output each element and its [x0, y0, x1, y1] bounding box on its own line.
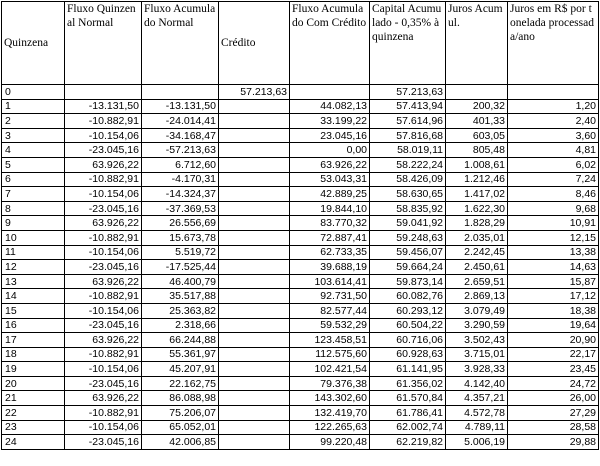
cell-credito: [219, 245, 290, 260]
cell-capital-acumulado: 58.222,24: [370, 157, 446, 172]
cell-juros-acumulados: 2.035,01: [446, 230, 508, 245]
cell-credito: [219, 216, 290, 231]
cell-juros-acumulados: 2.659,51: [446, 274, 508, 289]
cell-credito: [219, 406, 290, 421]
cell-fluxo-com-credito: 33.199,22: [290, 114, 370, 129]
cell-juros-tonelada: 20,90: [508, 333, 599, 348]
cell-capital-acumulado: 59.041,92: [370, 216, 446, 231]
cell-fluxo-quinzenal: 63.926,22: [65, 216, 142, 231]
cell-fluxo-quinzenal: 63.926,22: [65, 333, 142, 348]
cell-fluxo-com-credito: 122.265,63: [290, 420, 370, 435]
cell-credito: [219, 201, 290, 216]
table-row: [2, 85, 599, 100]
cell-capital-acumulado: 62.002,74: [370, 420, 446, 435]
cell-juros-acumulados: 1.008,61: [446, 157, 508, 172]
table-row: [2, 201, 599, 216]
header-fluxo-acumulado-com-credito: Fluxo Acumulado Com Crédito: [290, 2, 370, 85]
cell-quinzena: 17: [2, 333, 65, 348]
cell-fluxo-acumulado: -57.213,63: [142, 143, 219, 158]
cell-credito: [219, 157, 290, 172]
cell-juros-acumulados: 3.290,59: [446, 318, 508, 333]
cell-fluxo-com-credito: 23.045,16: [290, 128, 370, 143]
cell-fluxo-acumulado: 42.006,85: [142, 435, 219, 450]
cell-fluxo-acumulado: 6.712,60: [142, 157, 219, 172]
table-row: [2, 333, 599, 348]
cell-fluxo-quinzenal: -23.045,16: [65, 143, 142, 158]
cell-fluxo-com-credito: 44.082,13: [290, 99, 370, 114]
cell-fluxo-quinzenal: -10.154,06: [65, 303, 142, 318]
cell-fluxo-com-credito: 132.419,70: [290, 406, 370, 421]
cell-juros-tonelada: 26,00: [508, 391, 599, 406]
table-body: [2, 85, 599, 450]
cell-juros-acumulados: 2.242,45: [446, 245, 508, 260]
cell-fluxo-quinzenal: -23.045,16: [65, 318, 142, 333]
cell-quinzena: 12: [2, 260, 65, 275]
header-capital-acumulado: Capital Acumulado - 0,35% à quinzena: [370, 2, 446, 85]
cell-credito: [219, 435, 290, 450]
cell-juros-tonelada: 22,17: [508, 347, 599, 362]
cell-capital-acumulado: 60.716,06: [370, 333, 446, 348]
cell-fluxo-com-credito: 0,00: [290, 143, 370, 158]
cell-fluxo-com-credito: [290, 85, 370, 100]
cell-capital-acumulado: 57.213,63: [370, 85, 446, 100]
cell-fluxo-quinzenal: -10.882,91: [65, 172, 142, 187]
cell-quinzena: 0: [2, 85, 65, 100]
cell-fluxo-acumulado: -34.168,47: [142, 128, 219, 143]
cell-fluxo-com-credito: 63.926,22: [290, 157, 370, 172]
cell-fluxo-com-credito: 39.688,19: [290, 260, 370, 275]
cell-fluxo-quinzenal: [65, 85, 142, 100]
table-row: [2, 230, 599, 245]
cell-capital-acumulado: 59.664,24: [370, 260, 446, 275]
cell-fluxo-quinzenal: -10.154,06: [65, 362, 142, 377]
cell-fluxo-acumulado: -4.170,31: [142, 172, 219, 187]
cell-credito: [219, 318, 290, 333]
cell-quinzena: 16: [2, 318, 65, 333]
cell-fluxo-com-credito: 62.733,35: [290, 245, 370, 260]
table-row: [2, 318, 599, 333]
cell-juros-acumulados: 401,33: [446, 114, 508, 129]
cell-credito: 57.213,63: [219, 85, 290, 100]
cell-fluxo-acumulado: 66.244,88: [142, 333, 219, 348]
cell-fluxo-com-credito: 99.220,48: [290, 435, 370, 450]
cell-fluxo-quinzenal: 63.926,22: [65, 274, 142, 289]
cell-juros-acumulados: 1.212,46: [446, 172, 508, 187]
cell-fluxo-acumulado: -24.014,41: [142, 114, 219, 129]
table-row: [2, 143, 599, 158]
cell-fluxo-com-credito: 53.043,31: [290, 172, 370, 187]
cell-juros-tonelada: 27,29: [508, 406, 599, 421]
cell-capital-acumulado: 60.928,63: [370, 347, 446, 362]
header-quinzena: Quinzena: [2, 2, 65, 85]
cell-quinzena: 19: [2, 362, 65, 377]
table-row: [2, 391, 599, 406]
cell-quinzena: 22: [2, 406, 65, 421]
cell-credito: [219, 114, 290, 129]
header-juros-acumulados: Juros Acumul.: [446, 2, 508, 85]
cell-quinzena: 1: [2, 99, 65, 114]
cell-juros-acumulados: 5.006,19: [446, 435, 508, 450]
cell-fluxo-quinzenal: -23.045,16: [65, 376, 142, 391]
table-row: [2, 289, 599, 304]
cell-capital-acumulado: 62.219,82: [370, 435, 446, 450]
cell-juros-acumulados: 2.450,61: [446, 260, 508, 275]
cell-credito: [219, 362, 290, 377]
cell-fluxo-acumulado: 5.519,72: [142, 245, 219, 260]
cell-juros-tonelada: 28,58: [508, 420, 599, 435]
cell-juros-tonelada: 4,81: [508, 143, 599, 158]
cell-capital-acumulado: 58.630,65: [370, 187, 446, 202]
cell-credito: [219, 99, 290, 114]
cell-fluxo-quinzenal: -13.131,50: [65, 99, 142, 114]
cell-fluxo-acumulado: 15.673,78: [142, 230, 219, 245]
header-credito: Crédito: [219, 2, 290, 85]
cell-juros-acumulados: 4.572,78: [446, 406, 508, 421]
cell-credito: [219, 391, 290, 406]
cell-fluxo-quinzenal: -10.882,91: [65, 289, 142, 304]
cell-quinzena: 4: [2, 143, 65, 158]
cell-capital-acumulado: 60.082,76: [370, 289, 446, 304]
cell-capital-acumulado: 60.504,22: [370, 318, 446, 333]
cell-fluxo-quinzenal: -10.154,06: [65, 128, 142, 143]
cell-fluxo-com-credito: 143.302,60: [290, 391, 370, 406]
cell-capital-acumulado: 59.248,63: [370, 230, 446, 245]
cell-juros-acumulados: 3.715,01: [446, 347, 508, 362]
cell-fluxo-com-credito: 103.614,41: [290, 274, 370, 289]
cell-quinzena: 6: [2, 172, 65, 187]
table-row: [2, 99, 599, 114]
table-row: [2, 128, 599, 143]
cell-juros-acumulados: 603,05: [446, 128, 508, 143]
cell-fluxo-acumulado: 22.162,75: [142, 376, 219, 391]
table-row: [2, 172, 599, 187]
cash-flow-table: [1, 1, 599, 450]
cell-fluxo-acumulado: -37.369,53: [142, 201, 219, 216]
cell-juros-acumulados: 805,48: [446, 143, 508, 158]
cell-juros-tonelada: 14,63: [508, 260, 599, 275]
cell-fluxo-com-credito: 72.887,41: [290, 230, 370, 245]
cell-fluxo-acumulado: [142, 85, 219, 100]
cell-quinzena: 14: [2, 289, 65, 304]
cell-fluxo-quinzenal: 63.926,22: [65, 157, 142, 172]
cell-juros-tonelada: 10,91: [508, 216, 599, 231]
cell-fluxo-acumulado: 75.206,07: [142, 406, 219, 421]
header-row: [2, 2, 599, 85]
cell-juros-tonelada: 19,64: [508, 318, 599, 333]
table-row: [2, 114, 599, 129]
cell-credito: [219, 172, 290, 187]
cell-fluxo-acumulado: 2.318,66: [142, 318, 219, 333]
cell-juros-tonelada: 18,38: [508, 303, 599, 318]
table-row: [2, 260, 599, 275]
cell-quinzena: 5: [2, 157, 65, 172]
cell-juros-acumulados: 2.869,13: [446, 289, 508, 304]
cell-capital-acumulado: 57.413,94: [370, 99, 446, 114]
cell-juros-tonelada: [508, 85, 599, 100]
table-row: [2, 362, 599, 377]
cell-credito: [219, 128, 290, 143]
cell-fluxo-acumulado: 86.088,98: [142, 391, 219, 406]
cell-quinzena: 24: [2, 435, 65, 450]
cell-juros-tonelada: 3,60: [508, 128, 599, 143]
cell-capital-acumulado: 58.426,09: [370, 172, 446, 187]
header-fluxo-acumulado-normal: Fluxo Acumulado Normal: [142, 2, 219, 85]
cell-credito: [219, 260, 290, 275]
cell-juros-tonelada: 24,72: [508, 376, 599, 391]
cell-juros-acumulados: 3.928,33: [446, 362, 508, 377]
cell-juros-tonelada: 9,68: [508, 201, 599, 216]
cell-capital-acumulado: 60.293,12: [370, 303, 446, 318]
table-row: [2, 187, 599, 202]
cell-juros-acumulados: 3.079,49: [446, 303, 508, 318]
cell-capital-acumulado: 58.835,92: [370, 201, 446, 216]
cell-quinzena: 23: [2, 420, 65, 435]
cell-fluxo-com-credito: 79.376,38: [290, 376, 370, 391]
cell-fluxo-com-credito: 112.575,60: [290, 347, 370, 362]
cell-quinzena: 8: [2, 201, 65, 216]
cell-quinzena: 3: [2, 128, 65, 143]
cell-capital-acumulado: 57.816,68: [370, 128, 446, 143]
cell-fluxo-acumulado: 65.052,01: [142, 420, 219, 435]
cell-juros-tonelada: 23,45: [508, 362, 599, 377]
cell-juros-acumulados: 4.357,21: [446, 391, 508, 406]
cell-fluxo-acumulado: 25.363,82: [142, 303, 219, 318]
cell-juros-acumulados: [446, 85, 508, 100]
cell-fluxo-com-credito: 59.532,29: [290, 318, 370, 333]
cell-fluxo-quinzenal: -10.154,06: [65, 245, 142, 260]
cell-credito: [219, 274, 290, 289]
cell-credito: [219, 230, 290, 245]
cell-quinzena: 21: [2, 391, 65, 406]
cell-capital-acumulado: 59.873,14: [370, 274, 446, 289]
cell-credito: [219, 289, 290, 304]
cell-fluxo-acumulado: 26.556,69: [142, 216, 219, 231]
cell-juros-tonelada: 7,24: [508, 172, 599, 187]
table-row: [2, 406, 599, 421]
cell-juros-acumulados: 3.502,43: [446, 333, 508, 348]
table-row: [2, 245, 599, 260]
cell-juros-acumulados: 1.417,02: [446, 187, 508, 202]
cell-fluxo-quinzenal: -10.882,91: [65, 114, 142, 129]
cell-fluxo-acumulado: -14.324,37: [142, 187, 219, 202]
table-header: [2, 2, 599, 85]
cell-fluxo-quinzenal: -23.045,16: [65, 201, 142, 216]
cell-credito: [219, 347, 290, 362]
cell-capital-acumulado: 61.356,02: [370, 376, 446, 391]
cell-juros-tonelada: 13,38: [508, 245, 599, 260]
cell-quinzena: 9: [2, 216, 65, 231]
cell-juros-tonelada: 1,20: [508, 99, 599, 114]
cell-fluxo-com-credito: 102.421,54: [290, 362, 370, 377]
cell-capital-acumulado: 61.570,84: [370, 391, 446, 406]
cell-juros-tonelada: 29,88: [508, 435, 599, 450]
cell-juros-tonelada: 2,40: [508, 114, 599, 129]
cell-fluxo-quinzenal: 63.926,22: [65, 391, 142, 406]
table-row: [2, 157, 599, 172]
cell-credito: [219, 333, 290, 348]
table-row: [2, 303, 599, 318]
cell-fluxo-com-credito: 92.731,50: [290, 289, 370, 304]
cell-credito: [219, 376, 290, 391]
cell-capital-acumulado: 61.786,41: [370, 406, 446, 421]
cell-quinzena: 13: [2, 274, 65, 289]
cell-quinzena: 10: [2, 230, 65, 245]
cell-fluxo-quinzenal: -10.154,06: [65, 420, 142, 435]
table-row: [2, 274, 599, 289]
cell-quinzena: 2: [2, 114, 65, 129]
cell-quinzena: 15: [2, 303, 65, 318]
cell-juros-tonelada: 17,12: [508, 289, 599, 304]
cell-juros-acumulados: 4.142,40: [446, 376, 508, 391]
table-row: [2, 435, 599, 450]
cell-fluxo-com-credito: 19.844,10: [290, 201, 370, 216]
header-fluxo-quinzenal-normal: Fluxo Quinzenal Normal: [65, 2, 142, 85]
cell-fluxo-quinzenal: -10.882,91: [65, 347, 142, 362]
cell-fluxo-acumulado: 55.361,97: [142, 347, 219, 362]
cell-juros-tonelada: 12,15: [508, 230, 599, 245]
cell-capital-acumulado: 61.141,95: [370, 362, 446, 377]
cell-fluxo-acumulado: 46.400,79: [142, 274, 219, 289]
cell-credito: [219, 303, 290, 318]
cell-credito: [219, 420, 290, 435]
cell-capital-acumulado: 58.019,11: [370, 143, 446, 158]
cell-juros-tonelada: 15,87: [508, 274, 599, 289]
cell-fluxo-com-credito: 123.458,51: [290, 333, 370, 348]
cell-fluxo-quinzenal: -10.882,91: [65, 230, 142, 245]
cell-capital-acumulado: 59.456,07: [370, 245, 446, 260]
cell-fluxo-com-credito: 83.770,32: [290, 216, 370, 231]
table-row: [2, 347, 599, 362]
cell-fluxo-com-credito: 42.889,25: [290, 187, 370, 202]
cell-fluxo-quinzenal: -23.045,16: [65, 260, 142, 275]
cell-fluxo-quinzenal: -23.045,16: [65, 435, 142, 450]
cell-quinzena: 7: [2, 187, 65, 202]
cell-fluxo-quinzenal: -10.882,91: [65, 406, 142, 421]
cell-capital-acumulado: 57.614,96: [370, 114, 446, 129]
cell-quinzena: 11: [2, 245, 65, 260]
cell-juros-acumulados: 200,32: [446, 99, 508, 114]
table-row: [2, 216, 599, 231]
table-row: [2, 420, 599, 435]
cell-fluxo-acumulado: -17.525,44: [142, 260, 219, 275]
cell-credito: [219, 187, 290, 202]
cell-credito: [219, 143, 290, 158]
cell-juros-acumulados: 1.828,29: [446, 216, 508, 231]
cell-fluxo-com-credito: 82.577,44: [290, 303, 370, 318]
cell-juros-tonelada: 6,02: [508, 157, 599, 172]
cell-fluxo-acumulado: -13.131,50: [142, 99, 219, 114]
cell-juros-tonelada: 8,46: [508, 187, 599, 202]
table-row: [2, 376, 599, 391]
header-juros-por-tonelada: Juros em R$ por tonelada processada/ano: [508, 2, 599, 85]
cell-quinzena: 20: [2, 376, 65, 391]
cell-fluxo-quinzenal: -10.154,06: [65, 187, 142, 202]
cell-quinzena: 18: [2, 347, 65, 362]
cell-juros-acumulados: 1.622,30: [446, 201, 508, 216]
cell-fluxo-acumulado: 45.207,91: [142, 362, 219, 377]
cell-juros-acumulados: 4.789,11: [446, 420, 508, 435]
cell-fluxo-acumulado: 35.517,88: [142, 289, 219, 304]
